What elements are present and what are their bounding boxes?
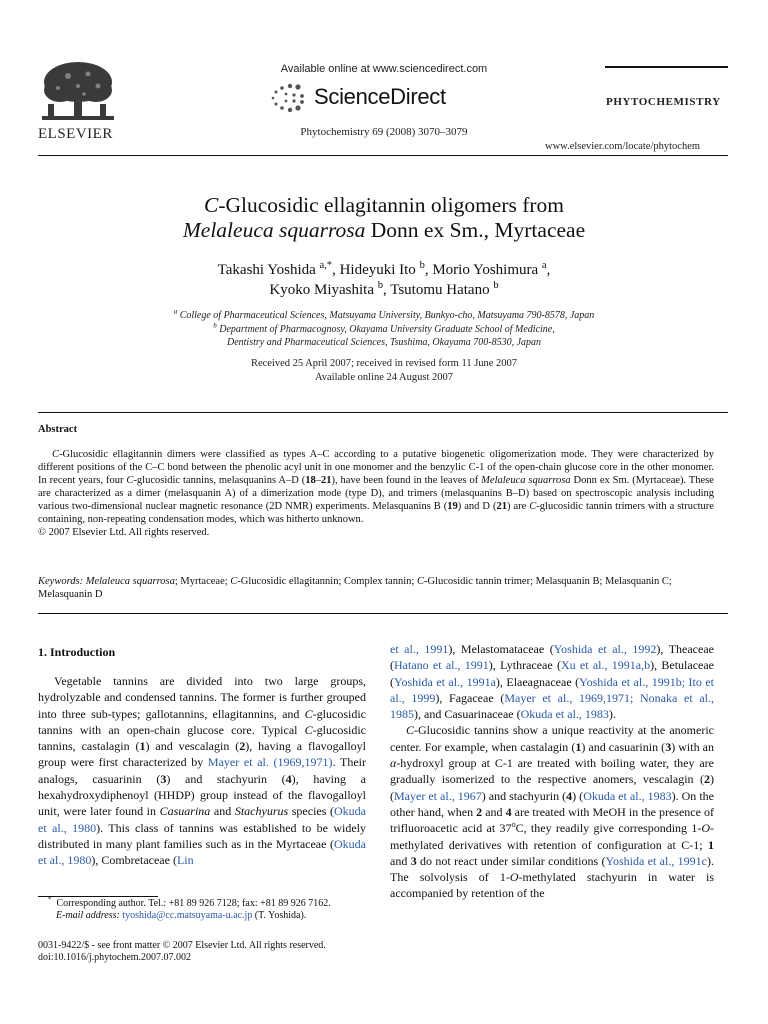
journal-name: PHYTOCHEMISTRY <box>606 96 721 108</box>
reference-link[interactable]: Mayer et al. (1969,1971) <box>207 755 333 770</box>
abstract-copyright: © 2007 Elsevier Ltd. All rights reserved. <box>38 527 210 538</box>
sciencedirect-logo <box>268 80 446 114</box>
reference-link[interactable]: Okuda et al., 1983 <box>583 788 672 803</box>
abstract-body: C-Glucosidic ellagitannin dimers were classified as types A–C according to a putative biogenetic oligomerization mode. They were characterized by different positions of the C–C bond between the phenolic acyl unit in one monomer and the benzylic C-1 of the open-chain glucose core in the other monomer. In recent years, four C-glucosidic tannins, melasquanins A–D (18–21), have been found in the leaves of Melaleuca squarrosa Donn ex Sm. (Myrtaceae). These are characterized as a dimer (melasquanin A) of a dimerization mode (type D), and trimers (melasquanins B–D) based on spectroscopic analysis including various two-dimensional nuclear magnetic resonance (2D NMR) experiments. Melasquanins B (19) and D (21) are C-glucosidic tannin trimers with a structure containing, non-repeating condensation modes, which was hitherto unknown. © 2007 Elsevier Ltd. All rights reserved. <box>38 449 714 538</box>
reference-link[interactable]: Yoshida et al., 1991c <box>605 853 707 868</box>
author-list: Takashi Yoshida $^{a,*}$, Hideyuki Ito $^b$, Morio Yoshimura $^a$, Kyoko Miyashita $^b$, Tsutomu Hatano $^b$ <box>217 260 551 298</box>
body-column-right: et al., 1991), Melastomataceae (Yoshida et al., 1992), Theaceae (Hatano et al., 1991), Lythraceae (Xu et al., 1991a,b), Betulaceae (Yoshida et al., 1991a), Elaeagnaceae (Yoshida et al., 1991b; Ito et al., 1999), Fagaceae (Mayer et al., 1969,1971; Nonaka et al., 1985), and Casuarinaceae (Okuda et al., 1983). C-Glucosidic tannins show a unique reactivity at the anomeric center. For example, when castalagin (1) and casuarinin (3) with an α-hydroxyl group at C-1 are treated with boiling water, they are gradually isomerized to the respective anomers, vescalagin (2) (Mayer et al., 1967) and stachyurin (4) (Okuda et al., 1983). On the other hand, when 2 and 4 are treated with MeOH in the presence of trifluoroacetic acid at 37$^o$C, they readily give corresponding 1-O-methylated derivatives with retention of configuration at C-1; 1 and 3 do not react under similar conditions (Yoshida et al., 1991c). The solvolysis of 1-O-methylated stachyurin in water is accompanied by retention of the <box>390 642 715 901</box>
doi-text: doi:10.1016/j.phytochem.2007.07.002 <box>38 952 192 963</box>
header-divider <box>38 155 728 156</box>
keywords-bottom-rule <box>38 613 728 614</box>
reference-link[interactable]: Mayer et al., 1969,1971; Nonaka et al., 1985 <box>390 690 714 722</box>
publisher-name: ELSEVIER <box>38 126 113 142</box>
reference-link[interactable]: Hatano et al., 1991 <box>394 658 489 673</box>
available-online-text: Available online at www.sciencedirect.com <box>280 63 488 75</box>
footnote: * Corresponding author. Tel.: +81 89 926 7128; fax: +81 89 926 7162. E-mail address: tyoshida@cc.matsuyama-u.ac.jp (T. Yoshida). <box>48 895 331 921</box>
abstract-heading: Abstract <box>38 424 78 435</box>
article-title: C-Glucosidic ellagitannin oligomers from Melaleuca squarrosa Donn ex Sm., Myrtaceae <box>182 193 586 242</box>
abstract-top-rule <box>38 412 728 413</box>
keywords: Keywords: Melaleuca squarrosa; Myrtaceae; C-Glucosidic ellagitannin; Complex tannin; C-Glucosidic tannin trimer; Melasquanin B; Melasquanin C; Melasquanin D <box>38 576 672 600</box>
issn-doi: 0031-9422/$ - see front matter © 2007 Elsevier Ltd. All rights reserved. doi:10.1016/j.phytochem.2007.07.002 <box>38 940 398 964</box>
journal-header-rule <box>605 66 728 68</box>
author-name: Tsutomu Hatano <box>390 282 490 298</box>
sciencedirect-dots-icon <box>268 82 308 112</box>
journal-url[interactable]: www.elsevier.com/locate/phytochem <box>545 141 701 152</box>
section-heading-introduction: 1. Introduction <box>38 645 116 659</box>
reference-link[interactable]: Okuda et al., 1980 <box>38 804 366 835</box>
journal-citation: Phytochemistry 69 (2008) 3070–3079 <box>300 126 468 138</box>
author-name: Morio Yoshimura <box>432 262 539 278</box>
reference-link[interactable]: Yoshida et al., 1991a <box>394 674 496 689</box>
reference-link[interactable]: et al., 1991 <box>390 642 449 656</box>
sciencedirect-wordmark: ScienceDirect <box>314 84 446 109</box>
author-name: Takashi Yoshida <box>217 262 316 278</box>
reference-link[interactable]: Xu et al., 1991a,b <box>560 658 651 673</box>
reference-link[interactable]: Lin <box>176 853 194 868</box>
reference-link[interactable]: Okuda et al., 1980 <box>38 836 366 868</box>
reference-link[interactable]: Yoshida et al., 1992 <box>553 642 657 656</box>
affiliations: $^a$ College of Pharmaceutical Sciences, Matsuyama University, Bunkyo-cho, Matsuyama 790-8578, Japan $^b$ Department of Pharmacognosy, Okayama University Graduate School of Medicine, Dentistry and Pharmaceutical Sciences, Tsushima, Okayama 700-8530, Japan <box>173 307 595 348</box>
article-dates: Received 25 April 2007; received in revised form 11 June 2007 Available online 24 August 2007 <box>250 358 518 383</box>
footnote-rule <box>38 896 158 897</box>
email-link[interactable]: tyoshida@cc.matsuyama-u.ac.jp <box>122 910 253 921</box>
author-name: Hideyuki Ito <box>339 262 416 278</box>
author-name: Kyoko Miyashita <box>269 282 374 298</box>
reference-link[interactable]: Mayer et al., 1967 <box>394 788 482 803</box>
reference-link[interactable]: Yoshida et al., 1991b; Ito et al., 1999 <box>390 674 714 705</box>
body-column-left: Vegetable tannins are divided into two large groups, hydrolyzable and condensed tannins. The former is further grouped into three sub-types; gallotannins, ellagitannins, and C-glucosidic tannins with an open-chain glucose core. Typical C-glucosidic tannins, castalagin (1) and vescalagin (2), having a flavogalloyl group were first characterized by Mayer et al. (1969,1971). Their analogs, casuarinin (3) and stachyurin (4), having a hexahydroxydiphenoyl (HHDP) group instead of the flavogalloyl unit, were later found in Casuarina and Stachyurus species (Okuda et al., 1980). This class of tannins was established to be widely distributed in many plant families such as in the Myrtaceae (Okuda et al., 1980), Combretaceae (Lin <box>38 674 367 868</box>
reference-link[interactable]: Okuda et al., 1983 <box>520 707 609 722</box>
